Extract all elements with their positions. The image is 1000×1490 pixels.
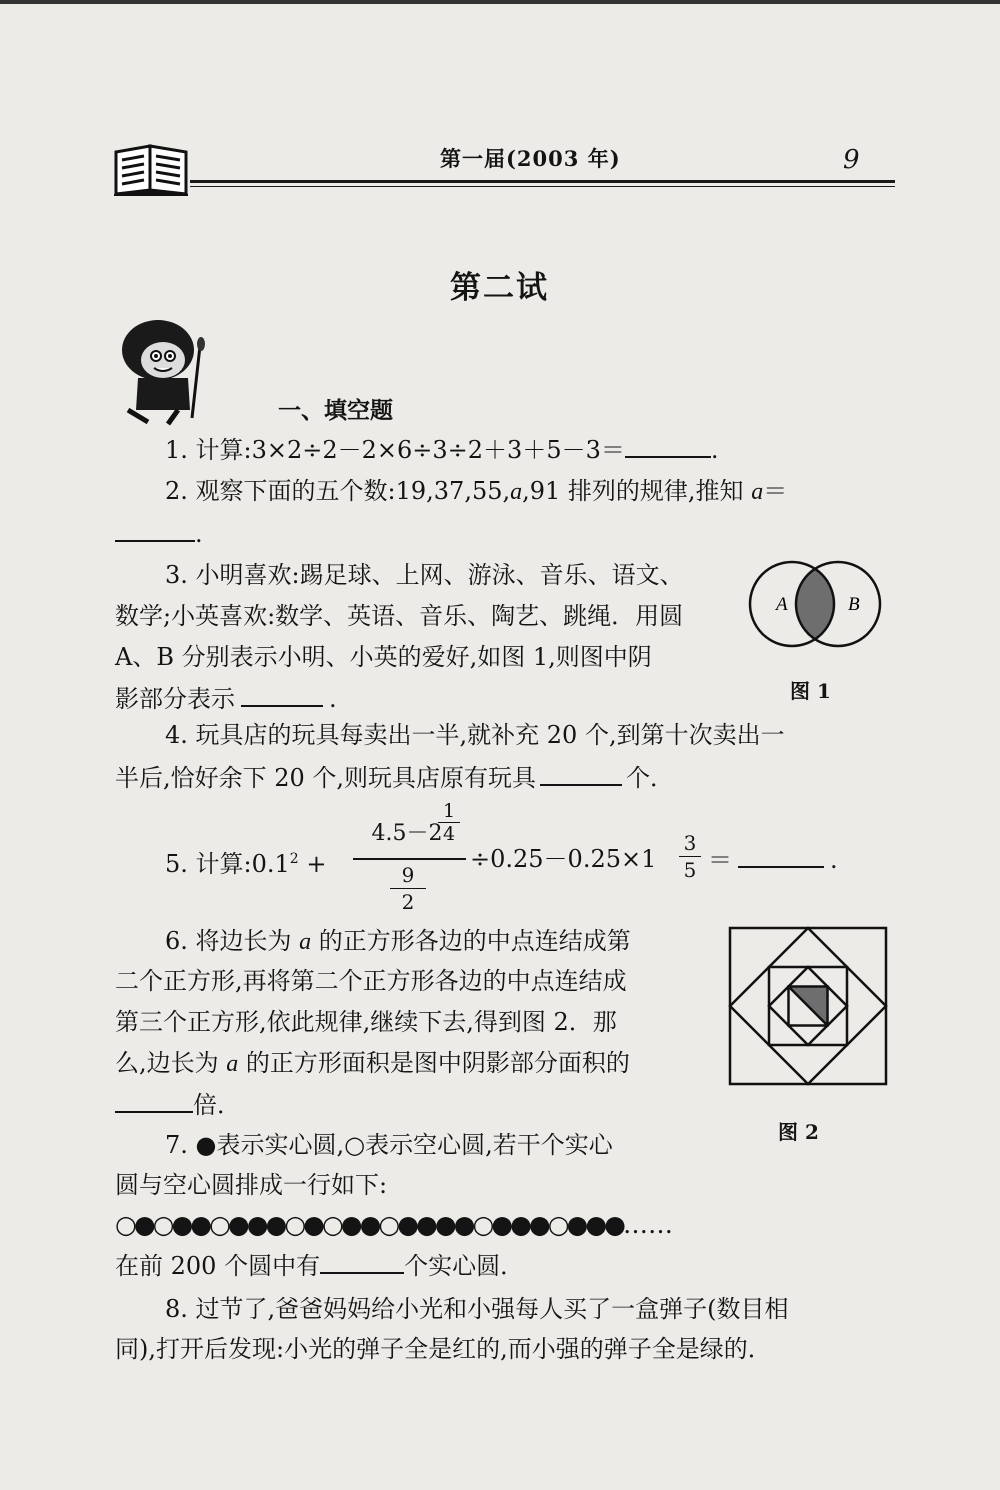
q1-text: 1. 计算:3×2÷2－2×6÷3÷2＋3＋5－3＝ xyxy=(165,436,625,464)
q6-line-2: 二个正方形,再将第二个正方形各边的中点连结成 xyxy=(115,967,627,995)
q6-var-a-2: a xyxy=(226,1051,239,1077)
q3-line-3: A、B 分别表示小明、小英的爱好,如图 1,则图中阴 xyxy=(115,643,652,671)
q6-line-4-b: 的正方形面积是图中阴影部分面积的 xyxy=(238,1049,630,1077)
open-book-icon xyxy=(112,140,190,196)
q6-line-4 xyxy=(115,1048,630,1079)
q5-numerator-text: 4.5－2 xyxy=(371,821,443,846)
part-title: 一、填空题 xyxy=(278,397,393,424)
q2-eq: ＝ xyxy=(763,477,788,505)
q2-end: . xyxy=(195,520,203,548)
q5-rest xyxy=(470,844,656,874)
header-rule-thick xyxy=(190,180,895,183)
q6-line-4-a: 么,边长为 xyxy=(115,1049,227,1077)
q6-line-3: 第三个正方形,依此规律,继续下去,得到图 2．那 xyxy=(115,1008,617,1036)
question-2-cont xyxy=(115,518,203,549)
q6-var-a: a xyxy=(299,929,312,955)
q4-line-2-end: 个． xyxy=(626,764,675,792)
q7-ellipsis: …… xyxy=(622,1210,673,1239)
solid-circle-icon: ● xyxy=(195,1131,217,1159)
q4-line-2-text: 半后,恰好余下 20 个,则玩具店原有玩具 xyxy=(115,764,537,792)
running-header-title: 第一届(2003 年) xyxy=(440,146,621,171)
q3-end: . xyxy=(329,685,337,713)
q7-line-1-c: 表示空心圆,若干个实心 xyxy=(365,1131,613,1159)
q7-line-1 xyxy=(165,1130,613,1160)
q5-denominator xyxy=(390,862,426,915)
q7-sequence: ○●○●●○●●●○●○●●○●●●●○●●●○●●● xyxy=(115,1210,623,1239)
q3-line-1: 3. 小明喜欢:踢足球、上网、游泳、音乐、语文、 xyxy=(165,561,684,589)
q3-line-2: 数学;小英喜欢:数学、英语、音乐、陶艺、跳绳．用圆 xyxy=(115,602,684,630)
q6-line-5 xyxy=(115,1089,241,1120)
scan-top-edge xyxy=(0,0,1000,4)
figure-1-caption: 图 1 xyxy=(790,679,831,703)
venn-label-b: B xyxy=(848,594,860,615)
figure-2-caption: 图 2 xyxy=(778,1120,819,1144)
q5-exponent: 2 xyxy=(289,851,299,867)
q2-text-mid: ,91 排列的规律,推知 xyxy=(522,477,752,505)
q6-line-1-b: 的正方形各边的中点连结成第 xyxy=(311,927,631,955)
hollow-circle-icon: ○ xyxy=(344,1131,366,1159)
q7-line-4-a: 在前 200 个圆中有 xyxy=(115,1252,321,1280)
q6-line-1 xyxy=(165,926,631,957)
question-2 xyxy=(165,476,787,507)
q5-end-dot: . xyxy=(830,846,838,874)
q5-num-frac-d: 4 xyxy=(438,822,460,845)
q5-den-n: 9 xyxy=(401,863,415,887)
figure-1-venn-diagram xyxy=(742,558,892,650)
q7-line-1-b: 表示实心圆, xyxy=(216,1131,345,1159)
q5-mid-text: ÷0.25－0.25×1 xyxy=(470,845,657,873)
q5-plus: + xyxy=(298,850,327,878)
answer-blank-5[interactable] xyxy=(738,844,824,868)
q4-line-1: 4. 玩具店的玩具每卖出一半,就补充 20 个,到第十次卖出一 xyxy=(165,721,785,749)
cartoon-student-icon xyxy=(108,310,218,430)
q5-mixed-fraction xyxy=(679,830,701,883)
q2-var-a-2: a xyxy=(751,479,764,505)
q5-numerator-fraction xyxy=(438,800,460,845)
q8-line-2: 同),打开后发现:小光的弹子全是红的,而小强的弹子全是绿的． xyxy=(115,1335,772,1363)
q7-line-2: 圆与空心圆排成一行如下: xyxy=(115,1171,388,1199)
answer-blank-6[interactable] xyxy=(115,1089,193,1113)
q6-line-5-text: 倍． xyxy=(193,1091,241,1119)
q7-circle-sequence xyxy=(115,1210,673,1240)
answer-blank-3[interactable] xyxy=(241,683,323,707)
answer-blank-7[interactable] xyxy=(320,1250,404,1274)
q5-prefix-text: 5. 计算:0.1 xyxy=(165,850,290,878)
q5-den-d: 2 xyxy=(390,888,426,915)
answer-blank-1[interactable] xyxy=(625,434,711,458)
q8-line-1: 8. 过节了,爸爸妈妈给小光和小强每人买了一盒弹子(数目相 xyxy=(165,1295,789,1323)
question-1 xyxy=(165,434,719,465)
figure-2-nested-squares xyxy=(728,926,888,1086)
page-number: 9 xyxy=(843,145,860,175)
answer-blank-2[interactable] xyxy=(115,518,195,542)
q5-main-fraction-bar xyxy=(353,858,466,860)
q6-line-1-a: 6. 将边长为 xyxy=(165,927,300,955)
q2-var-a: a xyxy=(510,479,523,505)
q1-end: . xyxy=(710,436,719,464)
q3-line-4 xyxy=(115,683,337,714)
q5-num-frac-n: 1 xyxy=(442,800,456,822)
q5-mix-d: 5 xyxy=(679,856,701,883)
section-title: 第二试 xyxy=(450,270,549,306)
venn-label-a: A xyxy=(776,594,788,615)
q5-mix-n: 3 xyxy=(683,831,697,855)
q4-line-2 xyxy=(115,762,674,793)
q7-line-4-b: 个实心圆． xyxy=(404,1252,525,1280)
header-rule-thin xyxy=(190,186,895,187)
q5-eq: ＝ xyxy=(708,846,732,874)
q2-text: 2. 观察下面的五个数:19,37,55, xyxy=(165,477,511,505)
q3-line-4-text: 影部分表示 xyxy=(115,685,235,713)
answer-blank-4[interactable] xyxy=(540,762,622,786)
q5-end xyxy=(708,844,838,875)
q5-prefix xyxy=(165,844,326,879)
q7-line-4 xyxy=(115,1250,524,1281)
q7-number: 7. xyxy=(165,1131,196,1159)
